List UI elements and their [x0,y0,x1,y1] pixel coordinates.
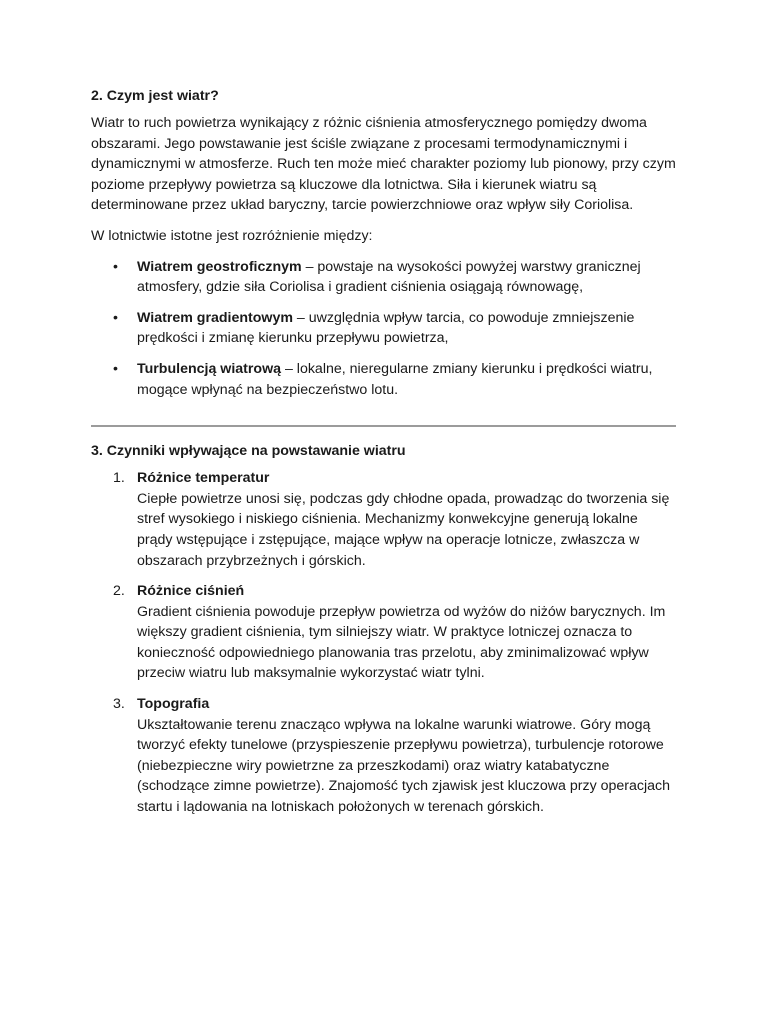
item-body: Gradient ciśnienia powoduje przepływ powietrza od wyżów do niżów barycznych. Im większy gradient ciśnienia, tym silniejszy wiatr. W praktyce lotniczej oznacza to konieczność odpowiedniego planowania tras przelotu, aby zminimalizować wpływ przeciw wiatru lub maksymalnie wykorzystać wiatr tylni. [137,603,666,682]
bullet-term: Wiatrem geostroficznym [137,258,302,275]
bullet-icon: • [113,360,118,377]
list-item [91,257,676,298]
list-number: 1. [113,470,125,487]
section-2-paragraph-1: Wiatr to ruch powietrza wynikający z różnic ciśnienia atmosferycznego pomiędzy dwoma obszarami. Jego powstawanie jest ściśle związane z procesami termodynamicznymi i dynamicznymi w atmosferze. Ruch ten może mieć charakter poziomy lub pionowy, przy czym poziome przepływy powietrza są kluczowe dla lotnictwa. Siła i kierunek wiatru są determinowane przez układ baryczny, tarcie powierzchniowe oraz wpływ siły Coriolisa. [91,115,676,214]
list-number: 3. [113,696,125,713]
section-2-paragraph-2: W lotnictwie istotne jest rozróżnienie między: [91,227,373,244]
bullet-text: – uwzględnia wpływ tarcia, co powoduje zmniejszenie prędkości i zmianę kierunku przepływu powietrza, [137,309,635,347]
section-divider [91,425,676,427]
list-item [91,308,676,349]
item-title: Różnice temperatur [137,470,270,487]
bullet-icon: • [113,258,118,275]
bullet-text: – lokalne, nieregularne zmiany kierunku i prędkości wiatru, mogące wpłynąć na bezpieczeństwo lotu. [137,360,653,398]
list-item [91,581,676,684]
section-3-heading: 3. Czynniki wpływające na powstawanie wiatru [91,443,406,460]
list-item [91,359,676,400]
list-number: 2. [113,583,125,600]
list-item [91,694,676,818]
bullet-term: Turbulencją wiatrową [137,360,282,377]
section-2-heading: 2. Czym jest wiatr? [91,88,219,104]
item-title: Topografia [137,696,210,713]
bullet-term: Wiatrem gradientowym [137,309,293,326]
item-body: Ukształtowanie terenu znacząco wpływa na lokalne warunki wiatrowe. Góry mogą tworzyć efekty tunelowe (przyspieszenie przepływu powietrza), turbulencje rotorowe (niebezpieczne wiry powietrzne za przeszkodami) oraz wiatry katabatyczne (schodzące zimne powietrze). Znajomość tych zjawisk jest kluczowa przy operacjach startu i lądowania na lotniskach położonych w terenach górskich. [137,716,671,816]
item-body: Ciepłe powietrze unosi się, podczas gdy chłodne opada, prowadząc do tworzenia się stref wysokiego i niskiego ciśnienia. Mechanizmy konwekcyjne generują lokalne prądy wstępujące i zstępujące, mające wpływ na operacje lotnicze, zwłaszcza w obszarach przybrzeżnych i górskich. [137,490,670,569]
wind-types-list [91,257,676,401]
wind-factors-list [91,468,676,818]
list-item [91,468,676,571]
bullet-text: – powstaje na wysokości powyżej warstwy granicznej atmosfery, gdzie siła Coriolisa i gradient ciśnienia osiągają równowagę, [137,258,641,296]
item-title: Różnice ciśnień [137,583,245,600]
bullet-icon: • [113,309,118,326]
